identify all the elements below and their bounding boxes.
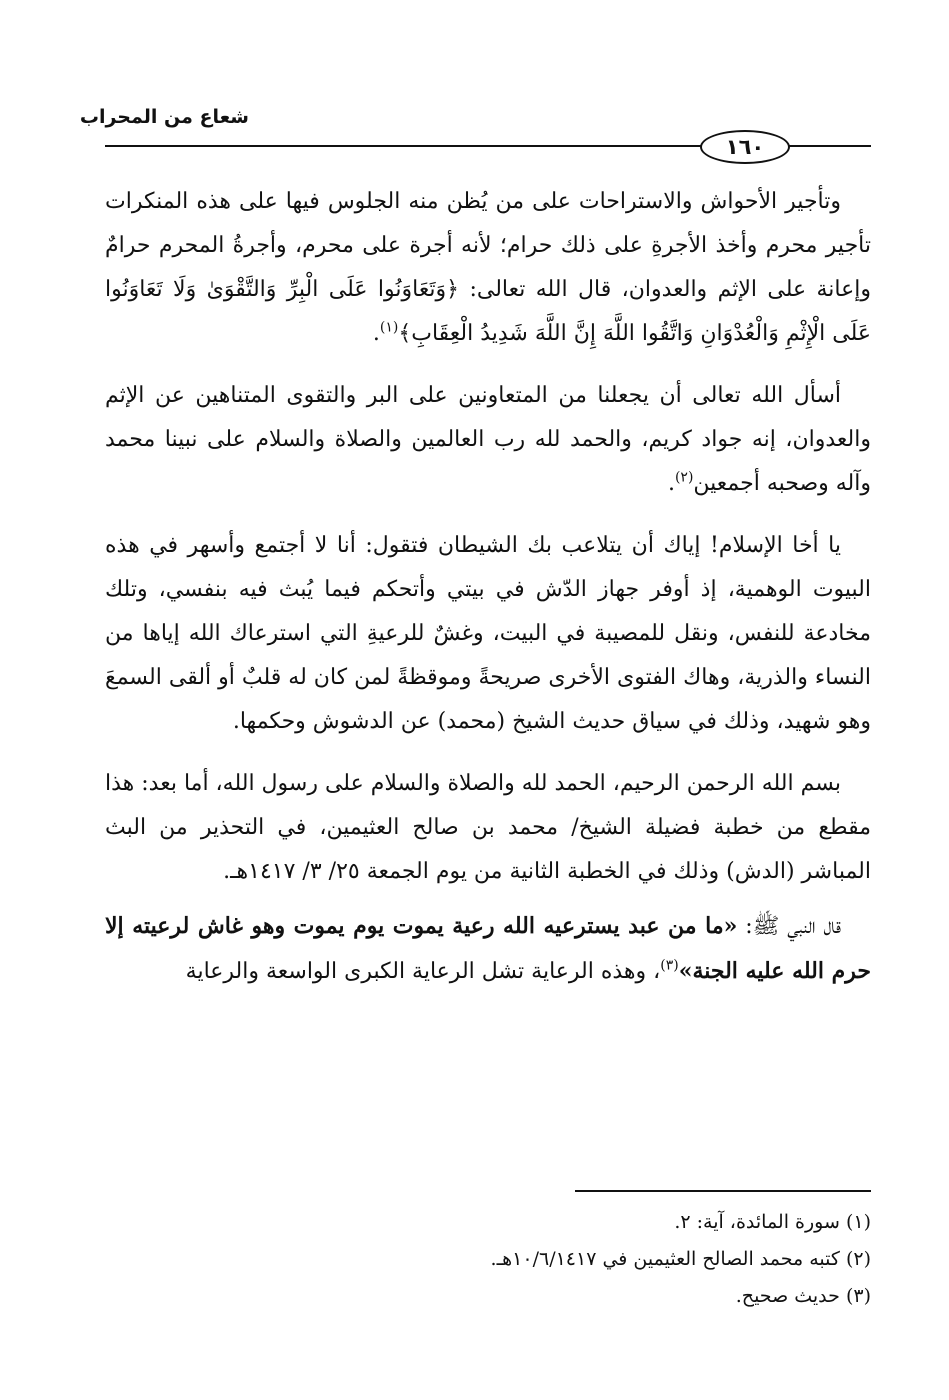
paragraph-2-text: أسأل الله تعالى أن يجعلنا من المتعاونين على البر والتقوى المتناهين عن الإثم والعدوان، إنه جواد كريم، والحمد لله رب العالمين والصلاة والسلام على نبينا محمد وآله وصحبه أجمعين (105, 383, 871, 496)
footnotes (111, 1204, 871, 1315)
paragraph-1-text: وتأجير الأحواش والاستراحات على من يُظن منه الجلوس فيها على هذه المنكرات تأجير محرم وأخذ الأجرةِ على ذلك حرام؛ لأنه أجرة على محرم، وأجرةُ المحرم حرامٌ وإعانة على الإثم والعدوان، قال الله تعالى: ﴿وَتَعَاوَنُوا عَلَى الْبِرِّ وَالتَّقْوَىٰ وَلَا تَعَاوَنُوا عَلَى الْإِثْمِ وَالْعُدْوَانِ وَاتَّقُوا اللَّهَ إِنَّ اللَّهَ شَدِيدُ الْعِقَابِ﴾ (105, 189, 871, 346)
footnote-ref-1: (١) (379, 319, 399, 336)
footnote-ref-3: (٣) (660, 957, 679, 974)
hadith-quote: «ما من عبد يسترعيه الله رعية يموت يوم يموت وهو غاش لرعيته إلا حرم الله عليه الجنة» (105, 913, 871, 984)
footnote-3: (٣) حديث صحيح. (735, 1285, 871, 1307)
running-title: شعاع من المحراب (79, 106, 249, 128)
footnote-2: (٢) كتبه محمد الصالح العثيمين في ١٠/٦/١٤١٧هـ. (490, 1248, 871, 1270)
paragraph-4: بسم الله الرحمن الرحيم، الحمد لله والصلاة والسلام على رسول الله، أما بعد: هذا مقطع من خطبة فضيلة الشيخ/ محمد بن صالح العثيمين، في التحذير من البث المباشر (الدش) وذلك في الخطبة الثانية من يوم الجمعة ٢٥/ ٣/ ١٤١٧هـ. (105, 771, 871, 884)
paragraph-5 (105, 904, 871, 994)
paragraph-2 (105, 374, 871, 506)
page-number: ١٦٠ (700, 130, 790, 164)
footnote-ref-2: (٢) (674, 469, 694, 486)
paragraph-3: يا أخا الإسلام! إياك أن يتلاعب بك الشيطان فتقول: أنا لا أجتمع وأسهر في هذه البيوت الوهمية، إذ أوفر جهاز الدّش في بيتي وأتحكم فيما يُبث فيه بنفسي، وتلك مخادعة للنفس، ونقل للمصيبة في البيت، وغشٌ للرعيةِ التي استرعاك الله إياها من النساء والذرية، وهاك الفتوى الأخرى صريحةً وموقظةً لمن كان له قلبٌ أو ألقى السمعَ وهو شهيد، وذلك في سياق حديث الشيخ (محمد) عن الدشوش وحكمها. (105, 533, 871, 734)
body-text (105, 180, 871, 1012)
paragraph-5-rest: ، وهذه الرعاية تشل الرعاية الكبرى الواسعة والرعاية (185, 959, 661, 984)
paragraph-1 (105, 180, 871, 356)
paragraph-2-end: . (667, 471, 675, 496)
paragraph-5-intro: قال النبي ﷺ: (737, 914, 841, 939)
footnote-1: (١) سورة المائدة، آية: ٢. (674, 1211, 871, 1233)
paragraph-1-end: . (372, 321, 380, 346)
footnote-rule (575, 1190, 871, 1192)
